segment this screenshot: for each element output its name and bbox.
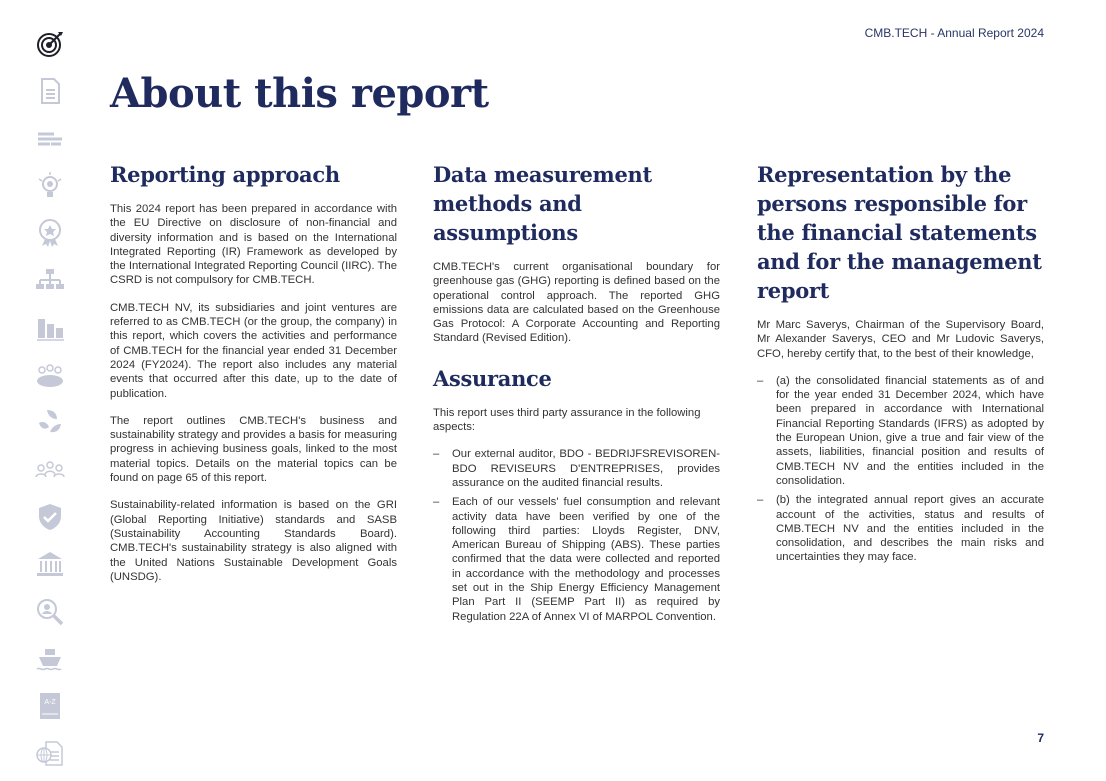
paragraph: CMB.TECH's current organisational boundary for greenhouse gas (GHG) reporting is defined based on the operational control approach. The reported GHG emissions data are calculated based on the Greenhouse Gas Protocol: A Corporate Accounting and Reporting Standard (Revised Edition). bbox=[433, 261, 720, 345]
list-item: – Each of our vessels' fuel consumption and relevant activity data have been verified by one of the following third parties: Lloyds Register, DNV, American Bureau of Shipping (ABS). These parties confirmed that the data were collected and reported in accordance with the methodology and processes set out in the Ship Energy Efficiency Management Plan Part II (SEEMP Part II) as required by Regulation 22A of Annex VI of MARPOL Convention. bbox=[433, 496, 720, 623]
org-chart-icon[interactable] bbox=[30, 258, 70, 302]
list-item: – (b) the integrated annual report gives an accurate account of the activities, status and results of CMB.TECH NV and the entities included in the consolidation, and describes the main risks and uncertainties they may face. bbox=[757, 494, 1044, 564]
bar-chart-icon[interactable] bbox=[30, 306, 70, 350]
list-item: – (a) the consolidated financial statements as of and for the year ended 31 December 2024, which have been prepared in accordance with International Financial Reporting Standards (IFRS) as adopted by the European Union, give a true and fair view of the assets, liabilities, financial position and results of CMB.TECH NV and the entities included in the consolidation. bbox=[757, 374, 1044, 487]
paragraph: The report outlines CMB.TECH's business and sustainability strategy and provides a basis for measuring progress in achieving business goals, linked to the most material topics. Details on the material topics can be found on page 65 of this report. bbox=[110, 414, 397, 485]
lightbulb-icon[interactable] bbox=[30, 164, 70, 208]
assurance-heading: Assurance bbox=[433, 365, 552, 391]
page-number: 7 bbox=[1037, 731, 1044, 745]
assurance-list bbox=[433, 447, 720, 624]
recycle-leaf-icon[interactable] bbox=[30, 400, 70, 444]
a-z-book-icon[interactable] bbox=[30, 684, 70, 728]
data-measurement-section bbox=[433, 160, 720, 637]
paragraph: This report uses third party assurance in the following aspects: bbox=[433, 406, 701, 434]
award-icon[interactable] bbox=[30, 211, 70, 255]
sidebar-nav bbox=[30, 22, 70, 779]
paragraph: This 2024 report has been prepared in accordance with the EU Directive on disclosure of non-financial and diversity information and is based on the International Integrated Reporting (IR) Framework as developed by the International Integrated Reporting Council (IIRC). The CSRD is not compulsory for CMB.TECH. bbox=[110, 203, 397, 287]
shield-check-icon[interactable] bbox=[30, 495, 70, 539]
reporting-approach-section bbox=[110, 160, 397, 597]
search-person-icon[interactable] bbox=[30, 590, 70, 634]
section-heading: Representation by the persons responsible for the financial statements and for the management report bbox=[757, 162, 1042, 303]
meeting-icon[interactable] bbox=[30, 353, 70, 397]
document-header: CMB.TECH - Annual Report 2024 bbox=[864, 26, 1044, 40]
paragraph: CMB.TECH NV, its subsidiaries and joint ventures are referred to as CMB.TECH (or the group, the company) in this report, which covers the activities and performance of CMB.TECH for the financial year ended 31 December 2024 (FY2024). The report also includes any material events that occurred after this date, up to the date of publication. bbox=[110, 301, 397, 400]
section-heading: Data measurement methods and assumptions bbox=[433, 162, 652, 245]
document-icon[interactable] bbox=[30, 69, 70, 113]
svg-text:A-Z: A-Z bbox=[44, 699, 56, 707]
list-item: – Our external auditor, BDO - BEDRIJFSREVISOREN-BDO REVISEURS D'ENTREPRISES, provides assurance on the audited financial results. bbox=[433, 448, 720, 489]
section-heading: Reporting approach bbox=[110, 162, 340, 187]
people-icon[interactable] bbox=[30, 448, 70, 492]
target-icon[interactable] bbox=[30, 22, 70, 66]
ship-icon[interactable] bbox=[30, 637, 70, 681]
representation-section bbox=[757, 160, 1044, 578]
lines-icon[interactable] bbox=[30, 117, 70, 161]
representation-list bbox=[757, 374, 1044, 565]
paragraph: Sustainability-related information is based on the GRI (Global Reporting Initiative) standards and SASB (Sustainability Accounting Standards Board). CMB.TECH's sustainability strategy is also aligned with the United Nations Sustainable Development Goals (UNSDG). bbox=[110, 499, 397, 583]
page-title: About this report bbox=[110, 70, 489, 117]
bank-icon[interactable] bbox=[30, 542, 70, 586]
paragraph: Mr Marc Saverys, Chairman of the Supervisory Board, Mr Alexander Saverys, CEO and Mr Ludovic Saverys, CFO, hereby certify that, to the best of their knowledge, bbox=[757, 319, 1044, 360]
globe-document-icon[interactable] bbox=[30, 731, 70, 775]
